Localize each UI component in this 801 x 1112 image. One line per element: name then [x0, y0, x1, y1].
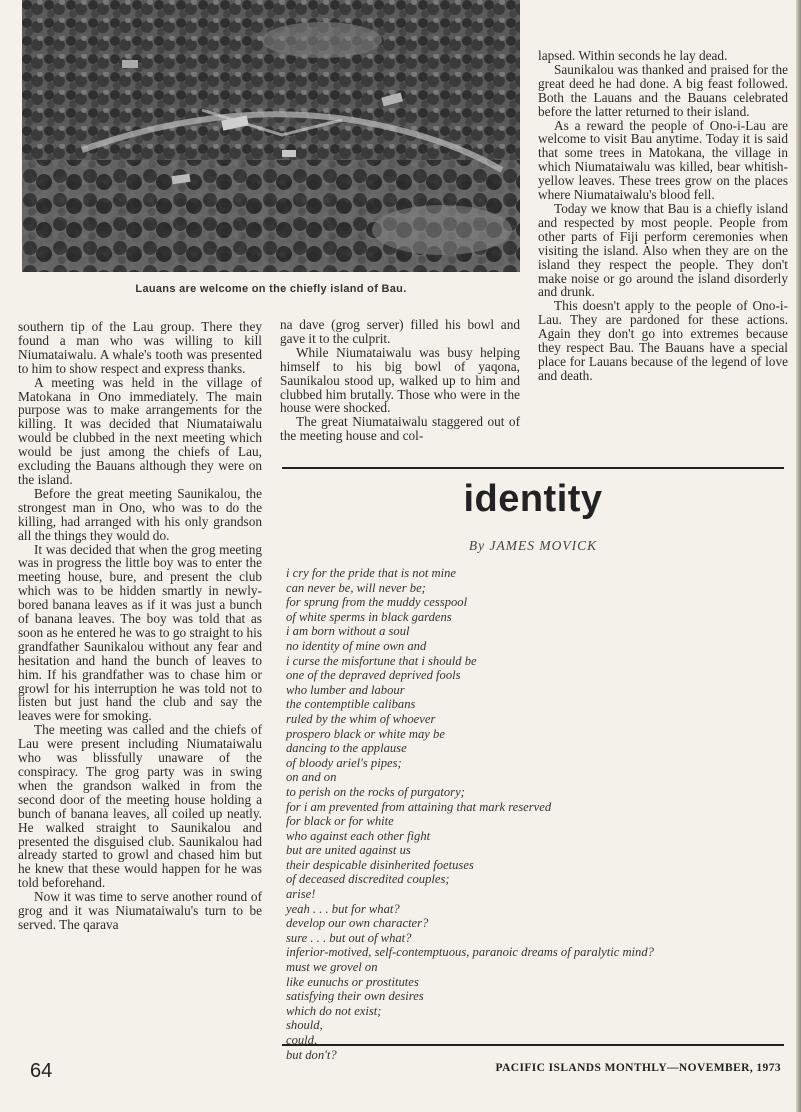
poem-line: one of the depraved deprived fools	[286, 668, 461, 683]
poem-line: ruled by the whim of whoever	[286, 711, 436, 726]
poem-line: for i am prevented from attaining that mark reserved	[286, 799, 552, 814]
paragraph: It was decided that when the grog meeting was in progress the little boy was to enter the meeting house, bure, and present the club which was to be hidden smartly in newly-bored banana leaves as if it was just a bunch of banana leaves. The boy was told that as soon as he entered he was to go straight to his grandfather Saunikalou without any fear and hesitation and hand the bunch of leaves to him. If his grandfather was to chase him or growl for his interruption he was told not to listen but just hand the club and say the leaves were for smoking.	[18, 541, 262, 724]
paragraph: na dave (grog server) filled his bowl and gave it to the culprit.	[280, 317, 520, 346]
poem-line: i curse the misfortune that i should be	[286, 653, 477, 668]
poem-line: can never be, will never be;	[286, 580, 426, 595]
poem-line: should,	[286, 1018, 323, 1033]
paragraph: The meeting was called and the chiefs of Lau were present including Niumataiwalu who was blissfully unaware of the conspiracy. The grog party was in swing when the grandson walked in from the second door of the meeting house holding a bunch of banana leaves, all coiled up neatly. He walked straight to Saunikalou and presented the disguised club. Saunikalou had already started to growl and chased him but he knew that these would happen for he was told beforehand.	[18, 722, 262, 891]
article-column-3	[538, 49, 788, 383]
paragraph: The great Niumataiwalu staggered out of the meeting house and col-	[280, 414, 520, 444]
poem-line: of bloody ariel's pipes;	[286, 755, 402, 770]
poem-line: arise!	[286, 887, 316, 902]
paragraph: lapsed. Within seconds he lay dead.	[538, 48, 728, 63]
poem-line: i cry for the pride that is not mine	[286, 566, 456, 580]
article-column-2	[280, 318, 520, 443]
poem-line: dancing to the applause	[286, 741, 407, 756]
poem-line: yeah . . . but for what?	[286, 901, 400, 916]
poem-line: but are united against us	[286, 843, 411, 858]
poem-title: identity	[463, 478, 603, 520]
poem-line: no identity of mine own and	[286, 638, 427, 653]
poem-line: i am born without a soul	[286, 624, 410, 639]
poem-line: develop our own character?	[286, 916, 429, 931]
poem-line: of white sperms in black gardens	[286, 609, 452, 624]
paragraph: southern tip of the Lau group. There they found a man who was willing to kill Niumataiwalu. A whale's tooth was presented to him to show respect and express thanks.	[18, 319, 262, 376]
poem-line: which do not exist;	[286, 1003, 382, 1018]
poem-line: their despicable disinherited foetuses	[286, 857, 474, 872]
paragraph: As a reward the people of Ono-i-Lau are welcome to visit Bau anytime. Today it is said that some trees in Matokana, the village in which Niumataiwalu was killed, bear whitish-yellow leaves. These trees grow on the places where Niumataiwalu's blood fell.	[538, 117, 788, 203]
poem-line: to perish on the rocks of purgatory;	[286, 784, 465, 799]
poem-line: for sprung from the muddy cesspool	[286, 595, 468, 610]
poem-line: of deceased discredited couples;	[286, 872, 450, 887]
poem-line: the contemptible calibans	[286, 697, 416, 712]
poem-line: who against each other fight	[286, 828, 431, 843]
paragraph: Today we know that Bau is a chiefly island and respected by most people. People from other parts of Fiji perform ceremonies when visiting the island. Also when they are on the island they respect the people. They don't make noise or go around the island disorderly and drunk.	[538, 200, 788, 300]
poem-line: for black or for white	[286, 814, 394, 829]
photo-caption: Lauans are welcome on the chiefly island of Bau.	[135, 283, 407, 295]
poem-byline: By JAMES MOVICK	[468, 538, 598, 553]
page-number: 64	[30, 1060, 53, 1082]
aerial-photo-graphic	[22, 0, 520, 272]
poem-line: could,	[286, 1033, 318, 1047]
poem-body	[286, 566, 786, 1062]
footer-divider	[282, 1044, 784, 1046]
article-column-1	[18, 320, 262, 932]
poem-line: inferior-motived, self-contemptuous, paranoic dreams of paralytic mind?	[286, 945, 654, 960]
publication-footer: PACIFIC ISLANDS MONTHLY—NOVEMBER, 1973	[495, 1062, 781, 1074]
poem-line: sure . . . but out of what?	[286, 930, 412, 945]
paragraph: A meeting was held in the village of Matokana in Ono immediately. The main purpose was to make arrangements for the killing. It was decided that Niumataiwalu would be clubbed in the next meeting which would be just among the chiefs of Lau, excluding the Bauans although they were on the island.	[18, 374, 262, 487]
poem-line: like eunuchs or prostitutes	[286, 974, 419, 989]
poem-line: but don't?	[286, 1047, 337, 1062]
paragraph: Now it was time to serve another round of grog and it was Niumataiwalu's turn to be served. The qarava	[18, 889, 262, 932]
paragraph: While Niumataiwalu was busy helping himself to his big bowl of yaqona, Saunikalou stood up, walked up to him and clubbed him brutally. Those who were in the house were shocked.	[280, 344, 520, 416]
paragraph: Saunikalou was thanked and praised for the great deed he had done. A big feast followed. Both the Lauans and the Bauans celebrated before the latter returned to their island.	[538, 61, 788, 119]
poem-line: prospero black or white may be	[286, 726, 445, 741]
paragraph: This doesn't apply to the people of Ono-i-Lau. They are pardoned for these actions. Again they don't go into extremes because they respect Bau. The Bauans have a special place for Lauans because of the legend of love and death.	[538, 298, 788, 383]
poem-line: on and on	[286, 770, 337, 785]
page-edge	[796, 0, 801, 1112]
paragraph: Before the great meeting Saunikalou, the strongest man in Ono, who was to do the killing, had arranged with his only grandson all the things they would do.	[18, 485, 262, 543]
aerial-photo	[22, 0, 520, 272]
poem-line: satisfying their own desires	[286, 989, 424, 1004]
poem-line: must we grovel on	[286, 960, 378, 975]
section-divider	[282, 467, 784, 469]
poem-line: who lumber and labour	[286, 682, 405, 697]
